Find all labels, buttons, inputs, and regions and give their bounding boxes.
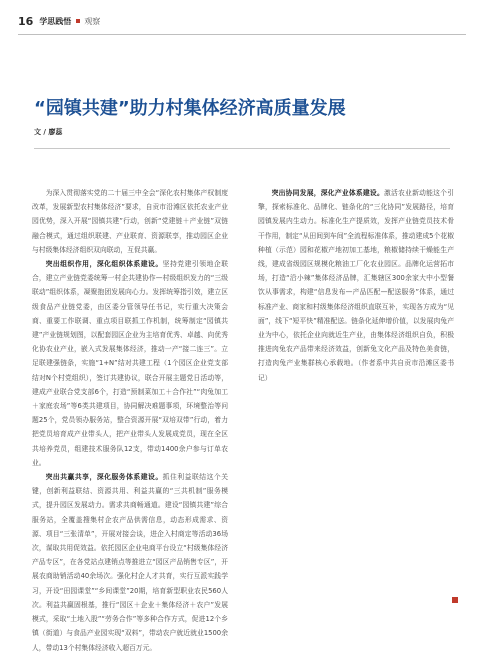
- body-column-right: [258, 186, 454, 612]
- header-divider: [18, 34, 466, 35]
- article-end-mark-icon: [452, 597, 458, 603]
- paragraph-lead: 突出组织作用，深化组织体系建设。: [45, 260, 163, 269]
- bullet-square-icon: [76, 19, 80, 23]
- paragraph-industry: [258, 186, 454, 385]
- paragraph-organization: [32, 257, 228, 470]
- body-column-left: [32, 186, 229, 652]
- paragraph-intro: [32, 186, 228, 257]
- paragraph-service: [32, 470, 228, 655]
- paragraph-text: 坚持党建引领地企联合，建立产业链党委统筹一村企共建协作—村级组织发力的“三级联动”组织体系，凝聚抱团发展向心力。发挥统筹指引效，建立区级食品产业链党委，由区委分管领导任书记，实行重大决策会商、重要工作联调、重点项目联抓工作机制，统筹制定“园镇共建”产业链规划图，以配套园区企业为主培育优秀、卓越、向优秀化协农业产业，嵌入式发展集体经济，推动一产“接二连三”。立足联建强链条，实施“1+N”结对共建工程（1个园区企业党支部结对N个村党组织），签订共建协议，联合开展主题党日活动等，建成产业联合党支部6个，打造“预制菜加工＋合作社”“肉兔加工＋家庭农场”等6类共建项目，协同解决难题事项，环境整治等问题25个，党员领办服务站，整合资源开展“双培双带”行动，着力把党员培育成产业带头人，把产业带头人发展成党员，现在全区共培养党员，组建技术服务队12支，带动1400余户参与订单农业。: [32, 260, 229, 467]
- paragraph-text: 抓住利益联结这个关键，创新利益联结、资源共用、利益共赢的“三共机制”服务模式，提升园区发展动力。需求共商畅通道。建设“园镇共建”综合服务站，全覆盖搜集村企农产品供需信息，动态形成需求、资源、项目“三张清单”，开展对接会谈，进企入村商定等活动36场次，谋取共用促效益。依托园区企业电商平台设立“村级集体经济产品专区”，在各党站点建销点等推进立“园区产品销售专区”，开展农商助销活动40余场次。强化村企人才共育，实行互派实践学习，开设“田园课堂”“乡间课堂”20期，培育新型职业农民560人次。利益共赢固根基，推行“园区＋企业＋集体经济＋农户”发展模式，采取“土地入股”“劳务合作”等多种合作方式，促进12个乡镇（街道）与食品产业园实现“双料”，带动农户就近就业1500余人，带动13个村集体经济收入超百万元。: [32, 473, 229, 652]
- paragraph-text: 为深入贯彻落实党的二十届三中全会“深化农村集体产权制度改革，发展新型农村集体经济”要求，自贡市沿滩区依托农业产业园优势，深入开展“园镇共建”行动，创新“党建链＋产业链”双链融合模式，通过组织联建、产业联育、资源联享，推动园区企业与村级集体经济组织双向联动，互促共赢。: [32, 189, 228, 254]
- paragraph-lead: 突出协同发展，深化产业体系建设。: [271, 189, 384, 197]
- title-divider: [34, 148, 450, 149]
- paragraph-text: 激活农业新动能这个引擎，探索标准化、品牌化、链条化的“三化协同”发展路径，培育园镇发展内生动力。标准化生产提质效，发挥产业链党员技术骨干作用，制定“从田间到车间”全流程标准体系，推动建成5个花椒种植（示范）园和花椒产地初加工基地，粮椒储持续干燥能生产线，建成省级园区规模化粮油工厂化农业园区。品牌化运营拓市场，打造“沿小辣”集体经济品牌，汇集辖区300余家大中小型餐饮从事需求，构建“信息发布—产品匹配—配送服务”体系，通过标准产业、商家和村级集体经济组织直联互补，实现各方成为“见面”，线下“短平快”精准配送。链条化延伸增价值，以发展肉兔产业为中心，依托企业向就近生产业，由集体经济组织自负，积极推进肉兔农产品带来经济效益，创新兔文化产品及特色美食链，打造肉兔产业集群核心承载地。（作者系中共自贡市沿滩区委书记）: [258, 189, 455, 382]
- column-name: 观察: [84, 16, 101, 26]
- article-title: “园镇共建”助力村集体经济高质量发展: [34, 98, 346, 119]
- page-header: [18, 14, 100, 28]
- article-author: 文 / 廖蕊: [34, 128, 63, 136]
- section-name: 学思践悟: [39, 16, 72, 26]
- paragraph-lead: 突出共赢共享，深化服务体系建设。: [45, 473, 163, 482]
- page-number: 16: [18, 14, 34, 28]
